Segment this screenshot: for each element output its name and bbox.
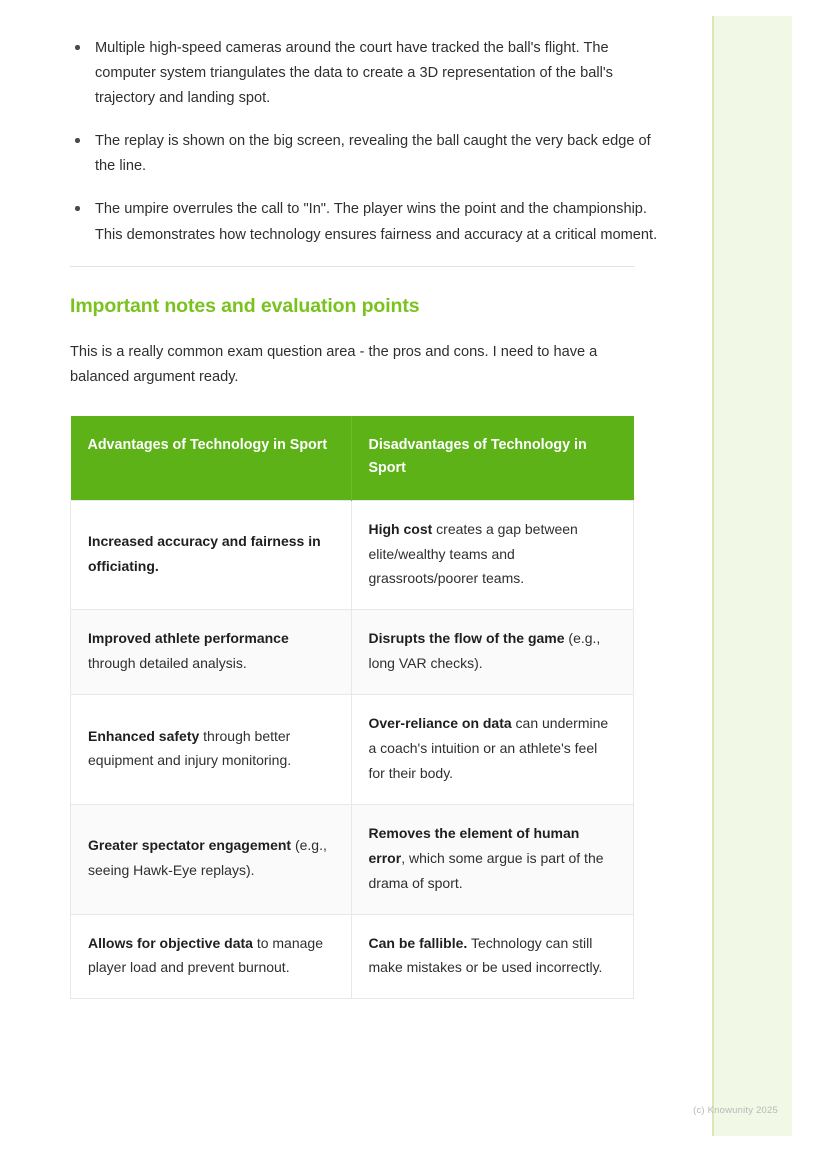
table-cell-advantage — [71, 695, 352, 805]
table-cell-advantage — [71, 500, 352, 610]
table-header-advantages: Advantages of Technology in Sport — [71, 416, 352, 500]
table-row — [71, 500, 634, 610]
cell-emphasis: Increased accuracy and fairness in officiating. — [88, 533, 321, 574]
cell-text: through detailed analysis. — [88, 655, 247, 672]
pros-cons-table — [70, 416, 634, 1000]
table-row — [71, 610, 634, 695]
table-cell-advantage — [71, 804, 352, 914]
page-side-band — [712, 16, 792, 1136]
cell-text: Technology can still make mistakes or be used incorrectly. — [368, 934, 603, 976]
intro-paragraph: This is a really common exam question area - the pros and cons. I need to have a balanced argument ready. — [70, 343, 598, 385]
cell-text: through better equipment and injury monitoring. — [88, 727, 292, 769]
table-row — [71, 804, 634, 914]
table-body — [71, 500, 634, 999]
table-row — [71, 695, 634, 805]
table-header-row — [71, 416, 634, 500]
table-cell-disadvantage — [351, 610, 634, 695]
cell-emphasis: Allows for objective data — [88, 934, 253, 951]
cell-text: to manage player load and prevent burnout. — [88, 934, 323, 976]
list-item: The umpire overrules the call to "In". The player wins the point and the championship. This demonstrates how technology ensures fairness and accuracy at a critical moment. — [70, 197, 670, 247]
cell-emphasis: Improved athlete performance — [88, 630, 289, 647]
cell-emphasis: High cost — [368, 520, 433, 537]
cell-text: can undermine a coach's intuition or an athlete's feel for their body. — [368, 715, 609, 781]
cell-text: (e.g., long VAR checks). — [368, 630, 601, 672]
cell-text: creates a gap between elite/wealthy teams and grassroots/poorer teams. — [368, 520, 578, 587]
table-head — [71, 416, 634, 500]
table-cell-disadvantage — [351, 804, 634, 914]
bullet-list — [70, 36, 670, 248]
section-title: Important notes and evaluation points — [70, 294, 420, 317]
table-header-disadvantages: Disadvantages of Technology in Sport — [351, 416, 634, 500]
document-content — [70, 16, 670, 999]
table-cell-advantage — [71, 610, 352, 695]
section-divider — [70, 266, 635, 267]
table-cell-disadvantage — [351, 500, 634, 610]
cell-text: (e.g., seeing Hawk-Eye replays). — [88, 837, 327, 879]
footer-copyright: (c) Knowunity 2025 — [693, 1105, 778, 1116]
cell-emphasis: Enhanced safety — [88, 727, 200, 744]
list-item: Multiple high-speed cameras around the court have tracked the ball's flight. The computer system triangulates the data to create a 3D representation of the ball's trajectory and landing spot. — [70, 36, 670, 111]
list-item: The replay is shown on the big screen, revealing the ball caught the very back edge of the line. — [70, 129, 670, 179]
cell-emphasis: Removes the element of human error — [368, 824, 580, 866]
cell-emphasis: Over-reliance on data — [368, 715, 512, 732]
table-cell-disadvantage — [351, 914, 634, 999]
cell-text: , which some argue is part of the drama of sport. — [368, 849, 604, 891]
table-row — [71, 914, 634, 999]
table-cell-disadvantage — [351, 695, 634, 805]
cell-emphasis: Can be fallible. — [368, 934, 468, 951]
table-cell-advantage — [71, 914, 352, 999]
document-page — [36, 16, 792, 1136]
cell-emphasis: Greater spectator engagement — [88, 837, 292, 854]
cell-emphasis: Disrupts the flow of the game — [368, 630, 565, 647]
bullet-section — [70, 16, 670, 248]
